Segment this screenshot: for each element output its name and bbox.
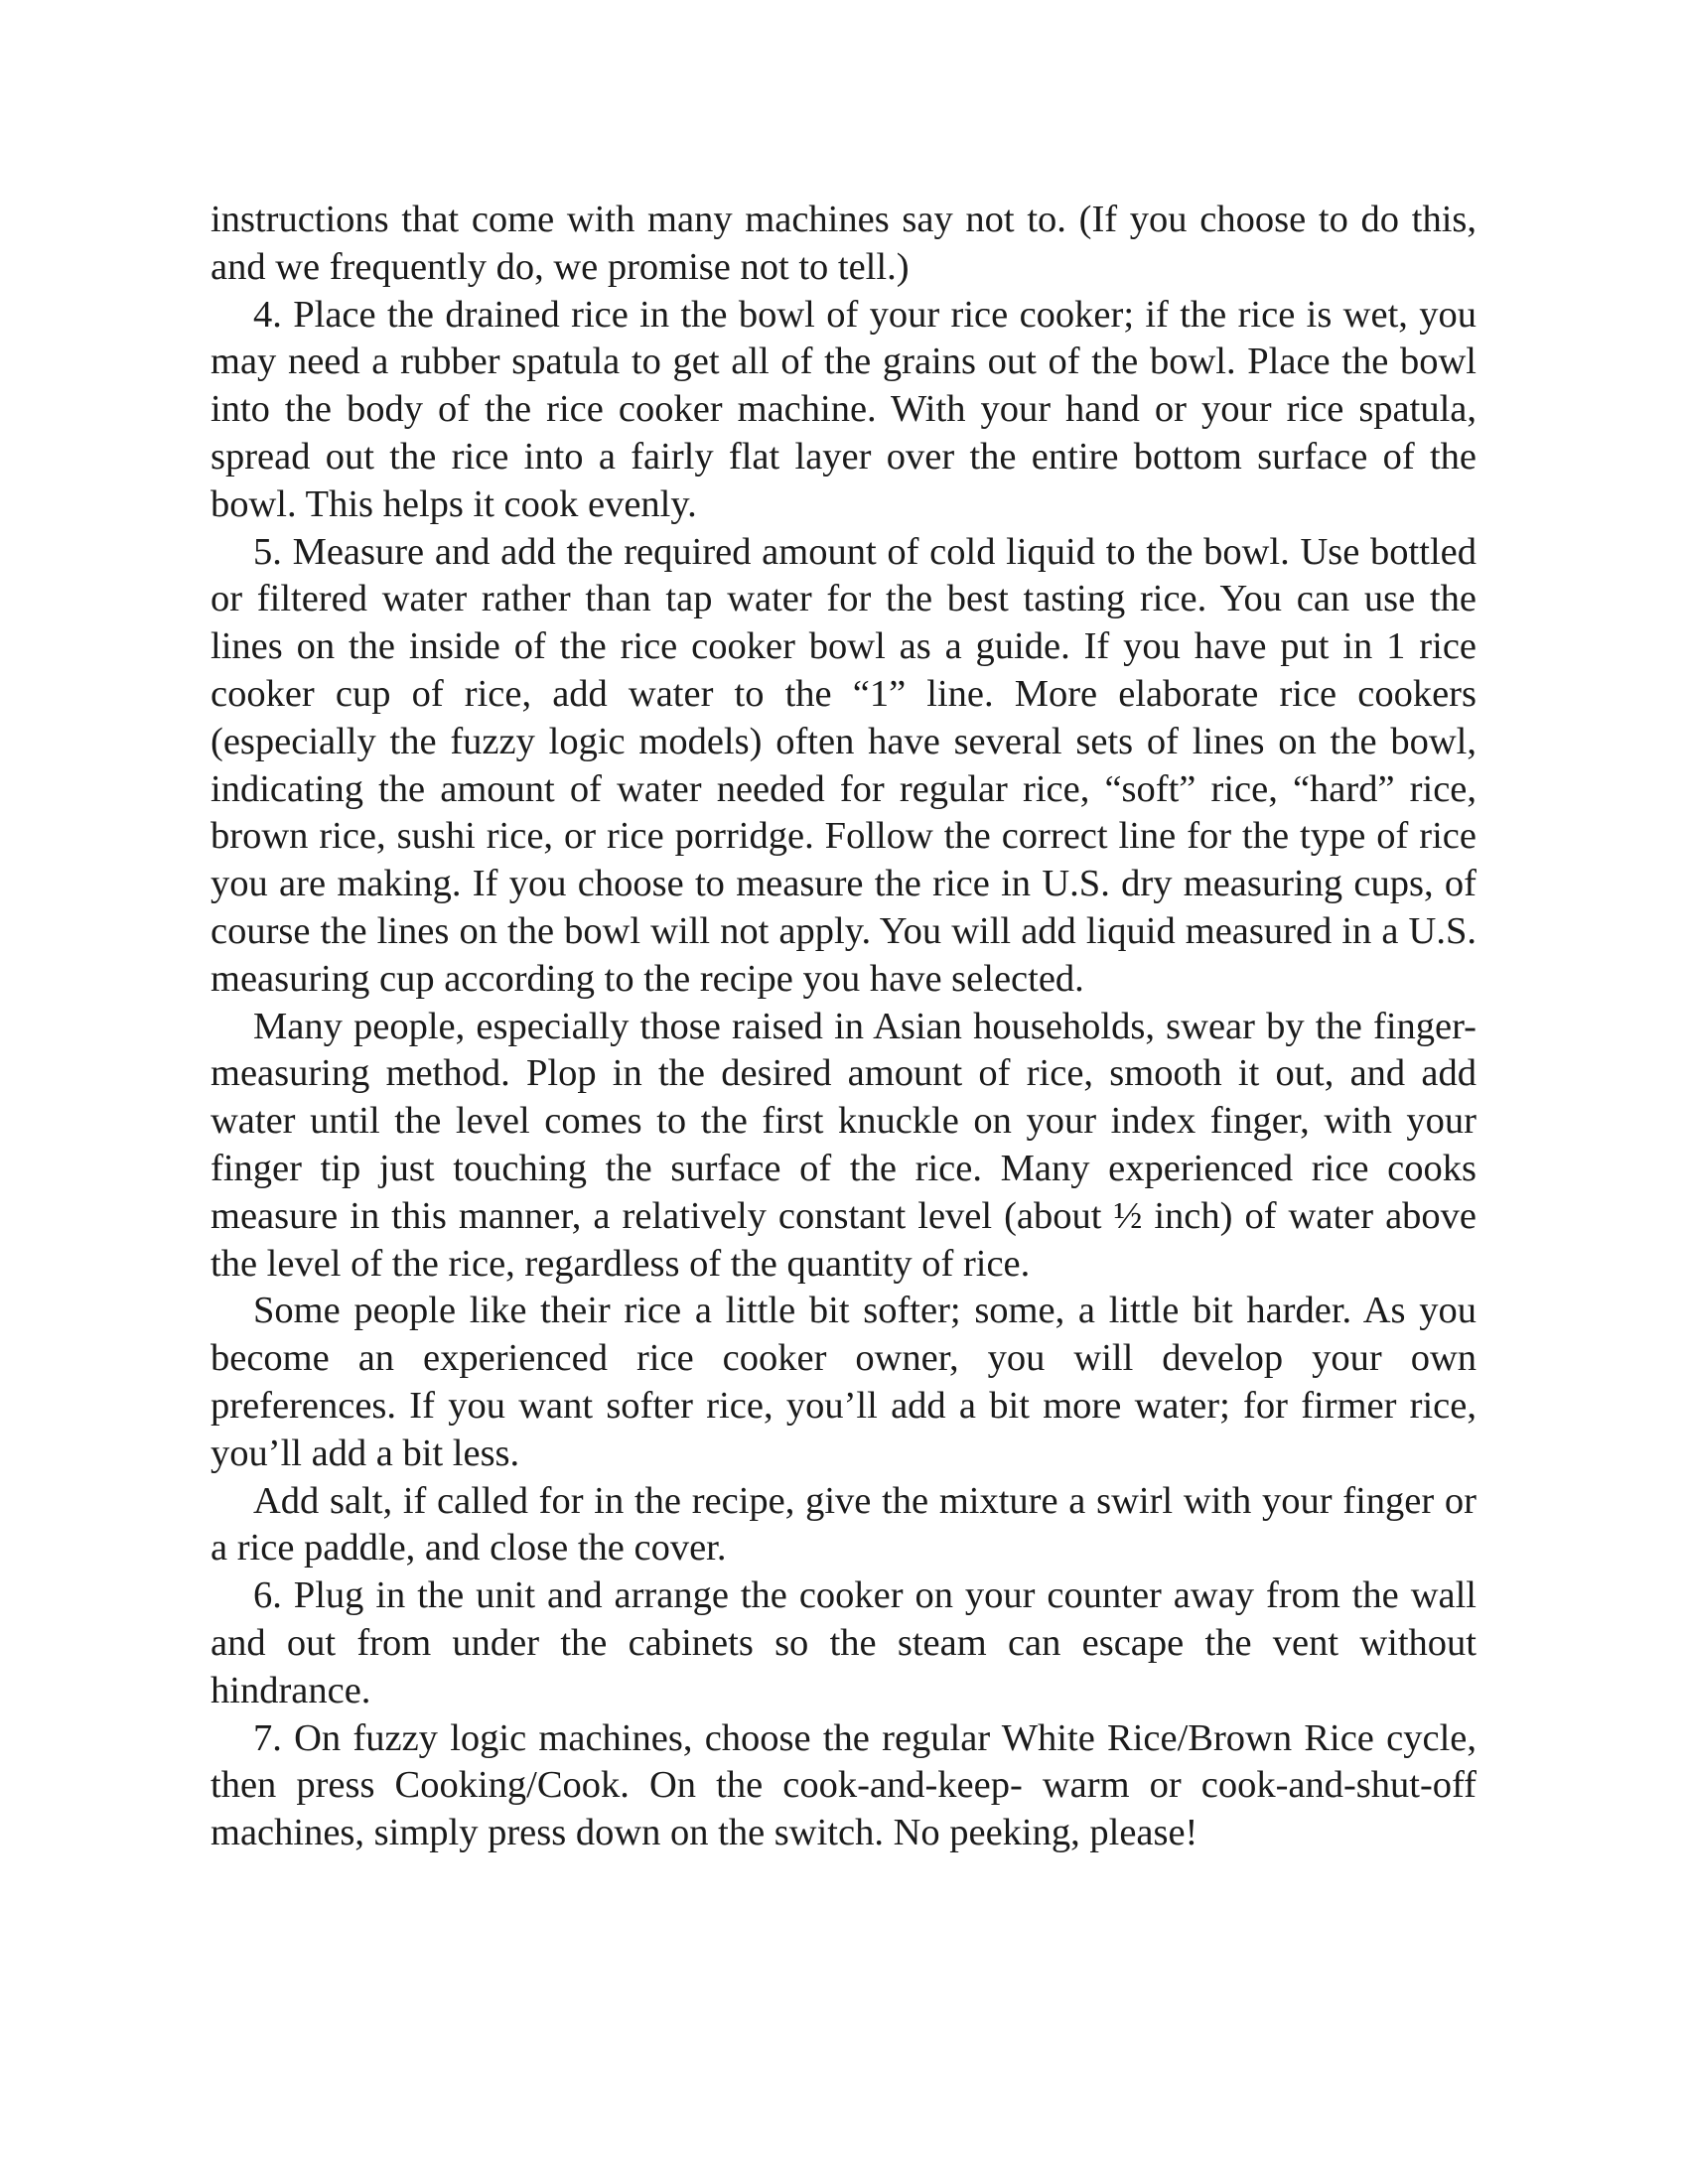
paragraph-step-4: 4. Place the drained rice in the bowl of your rice cooker; if the rice is wet, you may need a rubber spatula to get all of the grains out of the bowl. Place the bowl into the body of the rice cooker machine. With your hand or your rice spatula, spread out the rice into a fairly flat layer over the entire bottom surface of the bowl. This helps it cook evenly. — [211, 293, 1477, 525]
paragraph-step-5: 5. Measure and add the required amount of cold liquid to the bowl. Use bottled or filtered water rather than tap water for the best tasting rice. You can use the lines on the inside of the rice cooker bowl as a guide. If you have put in 1 rice cooker cup of rice, add water to the “1” line. More elaborate rice cookers (especially the fuzzy logic models) often have several sets of lines on the bowl, indicating the amount of water needed for regular rice, “soft” rice, “hard” rice, brown rice, sushi rice, or rice porridge. Follow the correct line for the type of rice you are making. If you choose to measure the rice in U.S. dry measuring cups, of course the lines on the bowl will not apply. You will add liquid measured in a U.S. measuring cup according to the recipe you have selected. — [211, 530, 1477, 1000]
paragraph-add-salt: Add salt, if called for in the recipe, give the mixture a swirl with your finger or a rice paddle, and close the cover. — [211, 1479, 1477, 1570]
paragraph-finger-method: Many people, especially those raised in Asian households, swear by the finger-measuring method. Plop in the desired amount of rice, smooth it out, and add water until the level comes to the first knuckle on your index finger, with your finger tip just touching the surface of the rice. Many experienced rice cooks measure in this manner, a relatively constant level (about ½ inch) of water above the level of the rice, regardless of the quantity of rice. — [211, 1005, 1477, 1285]
paragraph-step-6: 6. Plug in the unit and arrange the cooker on your counter away from the wall and out from under the cabinets so the steam can escape the vent without hindrance. — [211, 1574, 1477, 1711]
paragraph-step-7: 7. On fuzzy logic machines, choose the regular White Rice/Brown Rice cycle, then press Cooking/Cook. On the cook-and-keep- warm or cook-and-shut-off machines, simply press down on the switch. No peeking, please! — [211, 1716, 1477, 1854]
document-page — [211, 197, 1477, 1857]
paragraph-continuation: instructions that come with many machines say not to. (If you choose to do this, and we frequently do, we promise not to tell.) — [211, 199, 1477, 288]
paragraph-preferences: Some people like their rice a little bit softer; some, a little bit harder. As you become an experienced rice cooker owner, you will develop your own preferences. If you want softer rice, you’ll add a bit more water; for firmer rice, you’ll add a bit less. — [211, 1290, 1477, 1474]
